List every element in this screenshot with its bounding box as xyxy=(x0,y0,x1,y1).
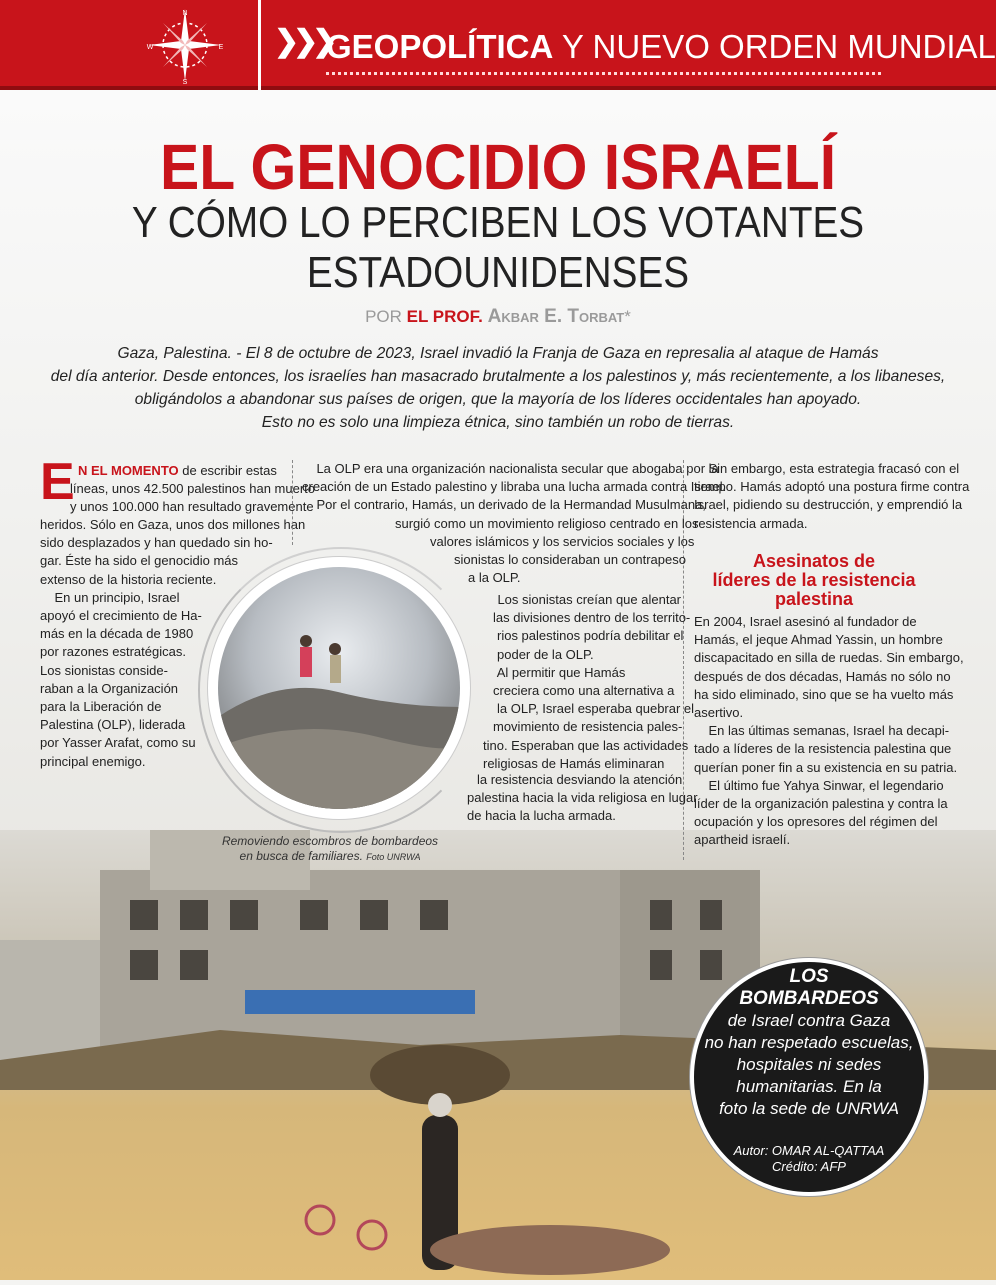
col2-line: a la OLP. xyxy=(468,570,521,586)
bubble-line: no han respetado escuelas, xyxy=(704,1033,914,1052)
header-strip xyxy=(0,86,996,90)
lead-line: Gaza, Palestina. - El 8 de octubre de 2023, Israel invadió la Franja de Gaza en represalia al ataque de Hamás xyxy=(117,345,879,362)
col3-line: En 2004, Israel asesinó al fundador de xyxy=(694,614,917,629)
col2-line: La OLP era una organización nacionalista secular que abogaba por la xyxy=(302,461,719,476)
col3-line: El último fue Yahya Sinwar, el legendario xyxy=(694,777,944,793)
rubble-illustration xyxy=(218,567,460,809)
col3-line: discapacitado en silla de ruedas. Sin embargo, xyxy=(694,650,964,666)
bubble-line: foto la sede de UNRWA xyxy=(719,1099,899,1118)
col3-line: Israel, pidiendo su destrucción, y emprendió la xyxy=(694,497,963,513)
byline-por: POR xyxy=(365,307,402,326)
col2-line: poder de la OLP. xyxy=(497,646,594,662)
subheading-line: líderes de la resistencia xyxy=(712,570,916,590)
credit-author: Autor: OMAR AL-QATTAA xyxy=(733,1143,885,1158)
col2-line: las divisiones dentro de los territo- xyxy=(493,610,691,626)
col3-line: resistencia armada. xyxy=(694,515,808,531)
section-title-bold: GEOPOLÍTICA xyxy=(326,28,554,65)
col1-first-line xyxy=(78,462,277,480)
col1-line: gar. Éste ha sido el genocidio más xyxy=(40,553,239,569)
col2-line: Los sionistas creían que alentar xyxy=(483,592,682,607)
col3-line: En las últimas semanas, Israel ha decapi- xyxy=(694,723,950,739)
caption-credit: Foto UNRWA xyxy=(366,852,421,862)
col2-line: Por el contrario, Hamás, un derivado de la Hermandad Musulmana, xyxy=(302,497,706,513)
bubble-line: humanitarias. En la xyxy=(736,1077,882,1096)
bubble-line: de Israel contra Gaza xyxy=(727,1011,891,1030)
col2-line: palestina hacia la vida religiosa en lugar xyxy=(467,790,698,806)
col2-line: tino. Esperaban que las actividades xyxy=(483,737,689,753)
author-name: Akbar E. Torbat xyxy=(487,306,625,327)
col1-highlight: N EL MOMENTO xyxy=(78,463,179,478)
caption-line-2: en busca de familiares. xyxy=(239,849,363,863)
col2-line: valores islámicos y los servicios sociales y los xyxy=(430,534,695,549)
lead-line: del día anterior. Desde entonces, los israelíes han masacrado brutalmente a los palestinos y, más recientemente, a los libaneses, xyxy=(50,368,946,385)
col1-line: sido desplazados y han quedado sin ho- xyxy=(40,535,273,551)
column-2-b xyxy=(395,515,699,533)
col1-line: En un principio, Israel xyxy=(40,589,180,605)
column-2-c xyxy=(430,533,694,551)
subheading-line: palestina xyxy=(774,589,854,609)
col1-first-rest: de escribir estas xyxy=(178,463,277,478)
col3-line: tiempo. Hamás adoptó una postura firme contra xyxy=(694,479,970,495)
col3-line: asertivo. xyxy=(694,705,744,721)
col1-line: Los sionistas conside- xyxy=(40,662,168,678)
col2-line: religiosas de Hamás eliminaran xyxy=(483,755,665,771)
lead-line: obligándolos a abandonar sus países de origen, que la mayoría de los líderes occidentales han apoyado. xyxy=(134,391,862,408)
column-3-intro xyxy=(694,460,969,533)
col2-line: movimiento de resistencia pales- xyxy=(493,719,683,735)
column-rule xyxy=(292,460,293,545)
col1-line: Palestina (OLP), liderada xyxy=(40,717,186,733)
col1-line: heridos. Sólo en Gaza, unos dos millones han xyxy=(40,517,306,532)
headline-line-2: Y CÓMO LO PERCIBEN LOS VOTANTES xyxy=(131,198,865,247)
column-2-e xyxy=(483,591,694,773)
col1-line: líneas, unos 42.500 palestinos han muerto xyxy=(70,481,316,496)
headline-line-1: EL GENOCIDIO ISRAELÍ xyxy=(159,131,837,203)
bubble-bold-2: BOMBARDEOS xyxy=(739,988,879,1009)
compass-east: E xyxy=(218,44,224,51)
col1-line: por Yasser Arafat, como su xyxy=(40,735,196,751)
col1-line: apoyó el crecimiento de Ha- xyxy=(40,608,202,624)
col3-line: Sin embargo, esta estrategia fracasó con el xyxy=(694,461,960,476)
column-2-f xyxy=(467,771,698,826)
column-3-body xyxy=(694,613,964,850)
photo-caption xyxy=(205,834,455,865)
column-1 xyxy=(70,480,315,516)
section-title xyxy=(326,28,996,66)
col1-line: raban a la Organización xyxy=(40,680,179,696)
compass-north: N xyxy=(182,10,188,17)
lead-line: Esto no es solo una limpieza étnica, sino también un robo de tierras. xyxy=(261,414,735,431)
col1-line: extenso de la historia reciente. xyxy=(40,571,217,587)
col3-line: líder de la organización palestina y contra la xyxy=(694,796,948,812)
header-divider xyxy=(258,0,261,90)
header-dotted-rule xyxy=(326,72,881,75)
byline-mark: * xyxy=(624,307,631,326)
col2-line: creación de un Estado palestino y libraba una lucha armada contra Israel. xyxy=(302,479,727,495)
bubble-line: hospitales ni sedes xyxy=(736,1055,882,1074)
col2-line: de hacia la lucha armada. xyxy=(467,808,616,824)
compass-west: W xyxy=(146,44,154,51)
col1-line: más en la década de 1980 xyxy=(40,626,194,642)
col3-line: ocupación y los opresores del régimen del xyxy=(694,814,938,830)
lead-paragraph xyxy=(40,342,956,434)
info-bubble-text xyxy=(690,966,928,1120)
subheading-line: Asesinatos de xyxy=(752,551,876,571)
caption-line-1: Removiendo escombros de bombardeos xyxy=(221,834,439,848)
byline xyxy=(0,306,996,328)
column-2-d xyxy=(454,551,686,587)
col3-line: querían poner fin a su existencia en su patria. xyxy=(694,759,958,775)
rubble-photo xyxy=(218,567,460,809)
compass-rose-icon xyxy=(145,5,225,85)
col2-line: Al permitir que Hamás xyxy=(483,664,626,680)
col3-line: Hamás, el jeque Ahmad Yassin, un hombre xyxy=(694,632,943,648)
col1-line: principal enemigo. xyxy=(40,753,146,769)
column-2-top xyxy=(302,460,726,515)
col1-line: para la Liberación de xyxy=(40,699,162,715)
credit-agency: Crédito: AFP xyxy=(772,1159,846,1174)
chevrons-icon: ❯❯❯ xyxy=(274,25,332,58)
subheading xyxy=(694,552,934,609)
col2-line: la OLP, Israel esperaba quebrar el xyxy=(497,701,695,717)
photo-credit xyxy=(700,1143,918,1175)
bubble-bold-1: LOS xyxy=(789,966,829,987)
col2-line: creciera como una alternativa a xyxy=(493,683,675,699)
section-title-rest: Y NUEVO ORDEN MUNDIAL xyxy=(561,28,996,65)
col1-line: y unos 100.000 han resultado gravemente xyxy=(70,499,314,515)
col2-line: surgió como un movimiento religioso centrado en los xyxy=(395,516,699,531)
col3-line: apartheid israelí. xyxy=(694,832,791,848)
col2-line: la resistencia desviando la atención xyxy=(477,772,683,787)
col3-line: tado a líderes de la resistencia palestina que xyxy=(694,741,952,757)
drop-cap: E xyxy=(40,453,75,511)
col3-line: después de dos décadas, Hamás no sólo no xyxy=(694,668,951,684)
byline-prefix: EL PROF. xyxy=(406,307,483,326)
col2-line: rios palestinos podría debilitar el xyxy=(497,628,684,644)
compass-south: S xyxy=(182,79,188,85)
headline-line-3: ESTADOUNIDENSES xyxy=(306,248,690,297)
col1-line: por razones estratégicas. xyxy=(40,644,186,660)
col3-line: ha sido eliminado, sino que se ha vuelto más xyxy=(694,686,954,702)
col2-line: sionistas lo consideraban un contrapeso xyxy=(454,552,686,567)
